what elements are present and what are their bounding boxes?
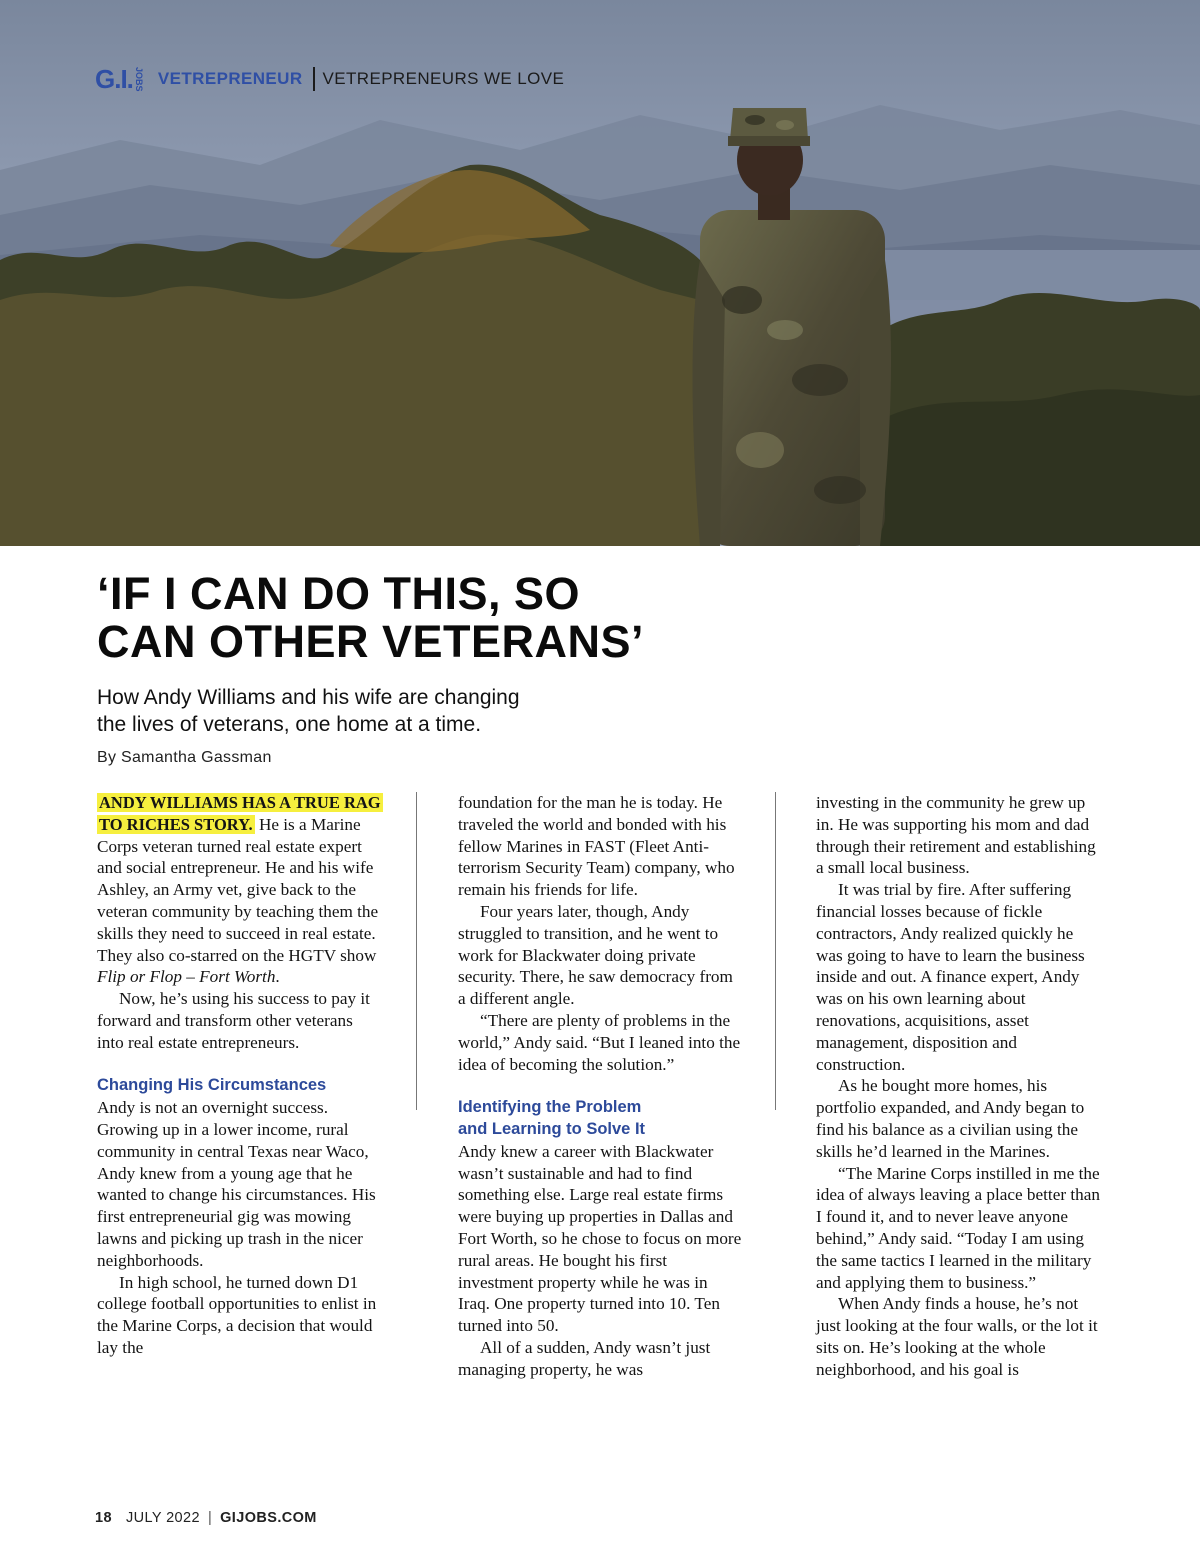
paragraph: “The Marine Corps instilled in me the idea of always leaving a place better than I found it, and to never leave anyone behind,” Andy said. “Today I am using the same tactics I learned in the military and applying them to business.”: [816, 1163, 1100, 1292]
article-column-1: [97, 792, 382, 1359]
dek-line-2: the lives of veterans, one home at a time.: [97, 713, 482, 736]
subhead-identifying-problem: [458, 1097, 743, 1141]
subhead-line-2: and Learning to Solve It: [458, 1119, 646, 1138]
paragraph: [97, 792, 382, 988]
paragraph: It was trial by fire. After suffering financial losses because of fickle contractors, Andy realized quickly he was going to have to learn the business inside and out. A finance expert, Andy was on his own learning about renovations, acquisitions, asset management, disposition and construction.: [816, 880, 1085, 1074]
headline-line-1: ‘IF I CAN DO THIS, SO: [97, 568, 581, 619]
paragraph: investing in the community he grew up in. He was supporting his mom and dad through their retirement and establishing a small local business.: [816, 793, 1096, 878]
paragraph-text: He is a Marine Corps veteran turned real estate expert and social entrepreneur. He and his wife Ashley, an Army vet, give back to the veteran community by teaching them the skills they need to succeed in real estate. They also co-starred on the HGTV show: [97, 814, 379, 965]
headline-line-2: CAN OTHER VETERANS’: [97, 616, 645, 667]
show-title: Flip or Flop – Fort Worth: [97, 967, 276, 987]
subhead-line-1: Identifying the Problem: [458, 1098, 642, 1117]
lede-highlight: ANDY WILLIAMS HAS A TRUE RAG TO RICHES STORY.: [99, 793, 381, 834]
byline: By Samantha Gassman: [97, 749, 272, 766]
paragraph: Andy is not an overnight success. Growing up in a lower income, rural community in central Texas near Waco, Andy knew from a young age that he wanted to change his circumstances. His first entrepreneurial gig was mowing lawns and picking up trash in the nicer neighborhoods.: [97, 1098, 376, 1270]
section-kicker: [95, 64, 564, 94]
paragraph: Andy knew a career with Blackwater wasn’t sustainable and had to find something else. Large real estate firms were buying up properties in Dallas and Fort Worth, so he chose to focus on more rural areas. He bought his first investment property while he was in Iraq. One property turned into 10. Ten turned into 50.: [458, 1141, 742, 1336]
article-column-2: [458, 792, 743, 1381]
issue-date: JULY 2022: [125, 1510, 200, 1526]
site-link[interactable]: GIJOBS.COM: [220, 1510, 317, 1526]
paragraph: All of a sudden, Andy wasn’t just managing property, he was: [458, 1337, 711, 1379]
hero-photo: [0, 0, 1200, 546]
paragraph: “There are plenty of problems in the world,” Andy said. “But I leaned into the idea of becoming the solution.”: [458, 1010, 741, 1074]
paragraph: As he bought more homes, his portfolio expanded, and Andy began to find his balance as a civilian using the skills he’d learned in the Marines.: [816, 1076, 1085, 1161]
article-column-3: [816, 792, 1101, 1381]
column-divider: [775, 792, 776, 1110]
page-footer: [95, 1510, 317, 1526]
paragraph: Now, he’s using his success to pay it forward and transform other veterans into real estate entrepreneurs.: [97, 989, 370, 1052]
paragraph-text: .: [275, 967, 280, 987]
paragraph: Four years later, though, Andy struggled to transition, and he went to work for Blackwater doing private security. There, he saw democracy from a different angle.: [458, 901, 733, 1009]
column-divider: [416, 792, 417, 1110]
article-headline: [97, 570, 797, 666]
page-number: 18: [95, 1510, 112, 1526]
article-dek: [97, 684, 697, 738]
paragraph: foundation for the man he is today. He traveled the world and bonded with his fellow Marines in FAST (Fleet Anti-terrorism Security Team) company, who remain his friends for life.: [458, 793, 735, 900]
section-label: VETREPRENEUR: [157, 69, 303, 88]
subhead-changing-circumstances: Changing His Circumstances: [97, 1076, 327, 1095]
paragraph: In high school, he turned down D1 college football opportunities to enlist in the Marine Corps, a decision that would lay the: [97, 1272, 377, 1357]
footer-divider: |: [207, 1510, 213, 1526]
logo-gi-text: G.I.: [95, 64, 133, 94]
subsection-label: VETREPRENEURS WE LOVE: [322, 69, 565, 88]
logo-jobs-text: JOBS: [133, 67, 144, 92]
dek-line-1: How Andy Williams and his wife are changing: [97, 686, 520, 709]
kicker-divider: [313, 67, 315, 91]
paragraph: When Andy finds a house, he’s not just looking at the four walls, or the lot it sits on. He’s looking at the whole neighborhood, and his goal is: [816, 1294, 1098, 1379]
gijobs-logo[interactable]: [95, 66, 144, 92]
